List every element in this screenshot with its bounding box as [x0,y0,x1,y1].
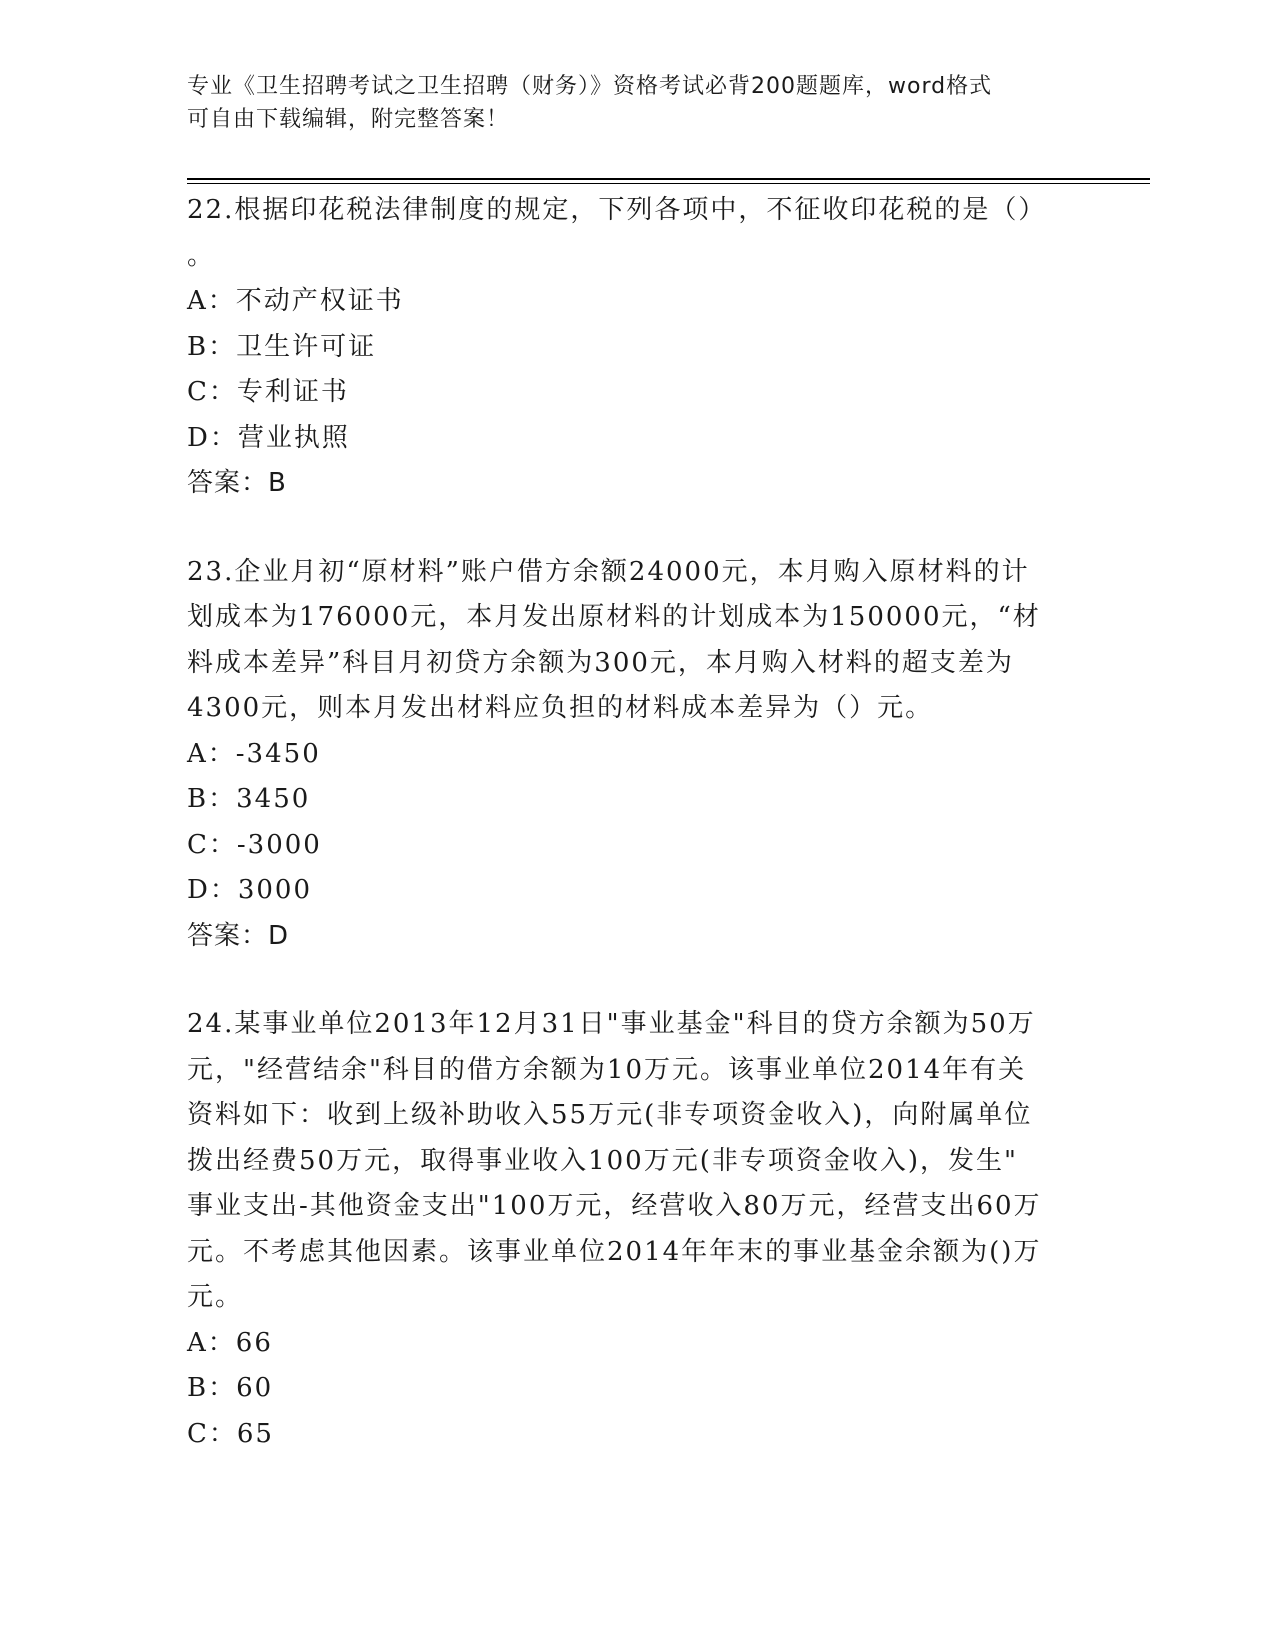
option-c: C：65 [187,1418,274,1449]
question-spacer [187,959,1087,1002]
header-line-1: 专业《卫生招聘考试之卫生招聘（财务）》资格考试必背200题题库，word格式 [187,74,993,99]
header-divider-thick [187,178,1150,180]
question-list [187,188,1087,1457]
option-c: C：-3000 [187,829,322,860]
question-spacer [187,507,1087,550]
question-stem-line: 划成本为176000元，本月发出原材料的计划成本为150000元，“材 [187,602,1041,632]
question-stem-line: 22.根据印花税法律制度的规定，下列各项中，不征收印花税的是（） [187,195,1047,225]
option-b: B：60 [187,1373,274,1403]
question-stem-line: 24.某事业单位2013年12月31日"事业基金"科目的贷方余额为50万 [187,1009,1036,1039]
answer: 答案：B [187,468,287,498]
question-stem-line: 23.企业月初“原材料”账户借方余额24000元，本月购入原材料的计 [187,556,1030,587]
option-b: B：3450 [187,784,311,814]
option-a: A：66 [187,1327,273,1358]
question-24 [187,1002,1087,1457]
question-stem-line: 料成本差异”科目月初贷方余额为300元，本月购入材料的超支差为 [187,647,1014,678]
option-c: C：专利证书 [187,377,349,407]
question-stem-line: 元，"经营结余"科目的借方余额为10万元。该事业单位2014年有关 [187,1054,1027,1085]
question-stem-line: 事业支出-其他资金支出"100万元，经营收入80万元，经营支出60万 [187,1191,1042,1221]
question-stem-line: 元。 [187,1282,244,1312]
question-stem-line: 元。不考虑其他因素。该事业单位2014年年末的事业基金余额为()万 [187,1236,1042,1267]
option-a: A：-3450 [187,738,321,769]
option-d: D：3000 [187,875,313,905]
question-22 [187,188,1087,507]
option-d: D：营业执照 [187,422,350,453]
question-stem-line: 资料如下：收到上级补助收入55万元(非专项资金收入)，向附属单位 [187,1100,1033,1130]
question-23 [187,550,1087,960]
question-stem-line: 。 [187,240,216,271]
answer: 答案：D [187,920,290,951]
option-b: B：卫生许可证 [187,331,377,362]
header-line-2: 可自由下载编辑，附完整答案！ [187,107,510,132]
header-divider-thin [187,183,1150,184]
question-stem-line: 4300元，则本月发出材料应负担的材料成本差异为（）元。 [187,693,934,723]
option-a: A：不动产权证书 [187,286,404,316]
page-header [187,70,1067,136]
question-stem-line: 拨出经费50万元，取得事业收入100万元(非专项资金收入)，发生" [187,1145,1018,1176]
